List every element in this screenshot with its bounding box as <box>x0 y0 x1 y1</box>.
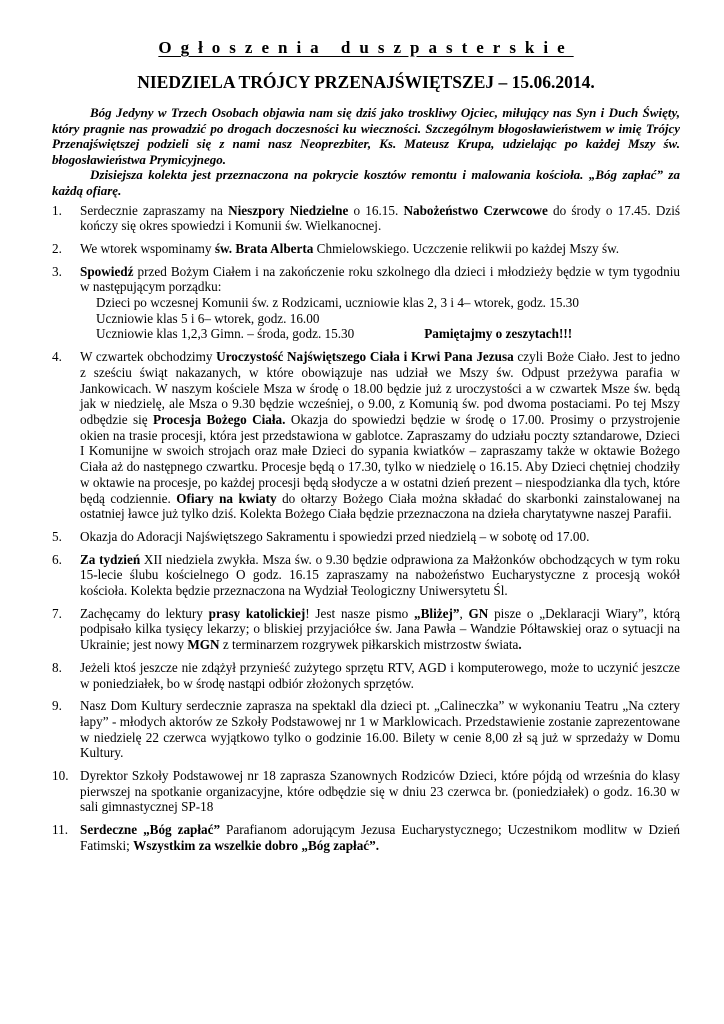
intro-paragraph: Bóg Jedyny w Trzech Osobach objawia nam się dziś jako troskliwy Ojciec, miłujący nas Syn i Duch Święty, który pragnie nas prowadzić po drogach doczesności ku wieczności. Szczególnym błogosławieństwem w imię Trójcy Przenajświętszej podzieli się z nami nasz Neoprezbiter, Ks. Mateusz Krupa, udzielając po każdej Mszy św. błogosławieństwa Prymicyjnego. <box>52 105 680 167</box>
item-number: 1. <box>52 202 62 218</box>
item-number: 5. <box>52 528 62 544</box>
announcement-list <box>52 203 680 854</box>
item-bold: Serdeczne „Bóg zapłać” <box>80 822 221 838</box>
item-text: Nasz Dom Kultury serdecznie zaprasza na spektakl dla dzieci pt. „Calineczka” w wykonaniu Teatru „Na cztery łapy” - młodych aktorów ze Szkoły Podstawowej nr 1 w Marklowicach. Przedstawienie zostanie zaprezentowane w niedzielę 22 czerwca wyjątkowo tylko o godzinie 16.00. Bilety w cenie 8,00 zł są już w sprzedaży w Domu Kultury. <box>80 698 680 761</box>
item-text: Chmielowskiego. Uczczenie relikwii po każdej Mszy św. <box>313 240 620 256</box>
item-text: pisze o „Deklaracji Wiary”, którą podpisało kilka tysięcy lekarzy; o bliskiej przyjaciółce św. Jana Pawła – Wandzie Półtawskiej oraz o sytuacji na Ukrainie; jest nowy <box>80 605 681 653</box>
announcement-item <box>52 768 680 815</box>
item-bold: Za tydzień <box>80 551 141 567</box>
item-number: 11. <box>52 822 68 838</box>
item-bold: Uroczystość Najświętszego Ciała i Krwi Pana Jezusa <box>216 349 514 365</box>
item-text: XII niedziela zwykła. Msza św. o 9.30 będzie odprawiona za Małżonków obchodzących w tym roku 15-lecie ślubu kościelnego O godz. 16.15 zapraszamy na nabożeństwo Eucharystyczne z procesją wokół kościoła. Kolekta będzie przeznaczona na Wydział Teologiczny Uniwersytetu Śl. <box>80 551 680 599</box>
item-text: ! Jest nasze pismo <box>305 605 415 621</box>
announcement-item <box>52 552 680 599</box>
item-text: Parafianom adorującym Jezusa Eucharystycznego; Uczestnikom modlitw w Dzień Fatimski; <box>80 822 681 853</box>
item-text: Okazja do spowiedzi będzie w środę o 17.00. Prosimy o przystrojenie okien na trasie procesji, która jest przedstawiona w gablotce. Zapraszamy do udziału poczty sztandarowe, Dzieci I Komunijne w swoich strojach oraz małe Dzieci do sypania kwiatków – zapraszamy także w oktawie Bożego Ciała aż do następnego czwartku. Procesje będą o 17.30, tylko w niedzielę o 16.15. Aby Dzieci chętniej chodziły w oktawie na procesje, po każdej procesji będą słodycze a w ostatni dzień prezent – niespodzianka dla tych, które będą codziennie. <box>80 412 680 506</box>
item-text: do środy o 17.45. Dziś kończy się okres spowiedzi i Komunii św. Wielkanocnej. <box>80 202 681 234</box>
schedule-line-row <box>96 326 680 342</box>
page-subtitle: NIEDZIELA TRÓJCY PRZENAJŚWIĘTSZEJ – 15.06.2014. <box>137 72 595 92</box>
announcement-item <box>52 822 680 853</box>
item-bold: Spowiedź <box>80 263 134 279</box>
item-bold: prasy katolickiej <box>208 605 306 621</box>
item-bold: Wszystkim za wszelkie dobro „Bóg zapłać”. <box>133 837 380 853</box>
item-text: przed Bożym Ciałem i na zakończenie roku szkolnego dla dzieci i młodzieży będzie w tym tygodniu w następującym porządku: <box>80 263 680 295</box>
item-text: We wtorek wspominamy <box>80 240 215 256</box>
item-number: 3. <box>52 263 62 279</box>
schedule-line: Uczniowie klas 5 i 6– wtorek, godz. 16.00 <box>96 310 320 326</box>
item-text: Dyrektor Szkoły Podstawowej nr 18 zaprasza Szanownych Rodziców Dzieci, które pójdą od września do klasy pierwszej na spotkanie organizacyjne, które odbędzie się w dniu 23 czerwca br. (poniedziałek) o godz. 16.30 w sali gimnastycznej SP-18 <box>80 768 680 815</box>
item-bold: Ofiary na kwiaty <box>176 490 277 506</box>
item-bold: . <box>518 637 522 653</box>
item-number: 10. <box>52 768 69 784</box>
item-bold: św. Brata Alberta <box>214 240 314 256</box>
item-number: 6. <box>52 551 62 567</box>
announcement-item <box>52 606 680 653</box>
announcement-item <box>52 349 680 522</box>
item-text: Serdecznie zapraszamy na <box>80 202 229 218</box>
schedule-line: Dzieci po wczesnej Komunii św. z Rodzicami, uczniowie klas 2, 3 i 4– wtorek, godz. 15.30 <box>96 295 579 311</box>
item-number: 7. <box>52 605 62 621</box>
item-number: 9. <box>52 698 62 714</box>
item-text: Okazja do Adoracji Najświętszego Sakramentu i spowiedzi przed niedzielą – w sobotę od 17.00. <box>80 528 590 544</box>
item-text: z terminarzem rozgrywek piłkarskich mistrzostw świata <box>219 637 519 653</box>
item-bold: Nieszpory Niedzielne <box>228 202 349 218</box>
item-number: 8. <box>52 659 62 675</box>
item-bold: MGN <box>187 637 220 653</box>
item-bold: Nabożeństwo Czerwcowe <box>403 202 548 218</box>
item-bold: „Bliżej” <box>414 605 460 621</box>
intro-collection-paragraph: Dzisiejsza kolekta jest przeznaczona na pokrycie kosztów remontu i malowania kościoła. „Bóg zapłać” za każdą ofiarę. <box>52 167 680 198</box>
announcement-item <box>52 698 680 761</box>
page-title: Ogłoszenia duszpasterskie <box>158 38 574 57</box>
schedule-line: Uczniowie klas 1,2,3 Gimn. – środa, godz. 15.30 <box>96 326 355 342</box>
item-number: 2. <box>52 240 62 256</box>
item-text: Zachęcamy do lektury <box>80 605 209 621</box>
item-text: czyli Boże Ciało. Jest to jedno z sześciu świąt nakazanych, w które obowiązuje nas udział we Mszy św. Odpust przeżywa parafia w Jankowicach. W naszym kościele Msza w środę o 18.00 będzie już z uroczystości a w czwartek Msze św. będą jak w niedzielę, ale Msza o 9.30 będzie wcześniej, o 9.00, z Komunią św. pod dwoma postaciami. Po tej Mszy odbędzie się <box>80 349 680 427</box>
intro-section <box>52 105 680 199</box>
announcement-item <box>52 660 680 691</box>
item-bold: Procesja Bożego Ciała. <box>153 412 286 427</box>
announcement-item <box>52 203 680 234</box>
announcement-item <box>52 529 680 545</box>
item-text: Jeżeli ktoś jeszcze nie zdążył przynieść zużytego sprzętu RTV, AGD i komputerowego, może to uczynić jeszcze w poniedziałek, bo w środę nastąpi odbiór złożonych sprzętów. <box>80 659 680 691</box>
confession-schedule <box>80 295 680 342</box>
item-number: 4. <box>52 349 62 365</box>
item-text: o 16.15. <box>348 202 404 218</box>
announcement-item <box>52 264 680 343</box>
item-text: , <box>459 605 469 621</box>
reminder-note: Pamiętajmy o zeszytach!!! <box>424 326 573 342</box>
item-text: do ołtarzy Bożego Ciała można składać do skarbonki zainstalowanej na ostatniej ławce już tylko dziś. Kolekta Bożego Ciała będzie przeznaczona na dzieła charytatywne naszej Parafii. <box>80 490 680 522</box>
item-text: W czwartek obchodzimy <box>80 349 217 365</box>
announcement-item <box>52 241 680 257</box>
item-bold: GN <box>468 605 489 621</box>
